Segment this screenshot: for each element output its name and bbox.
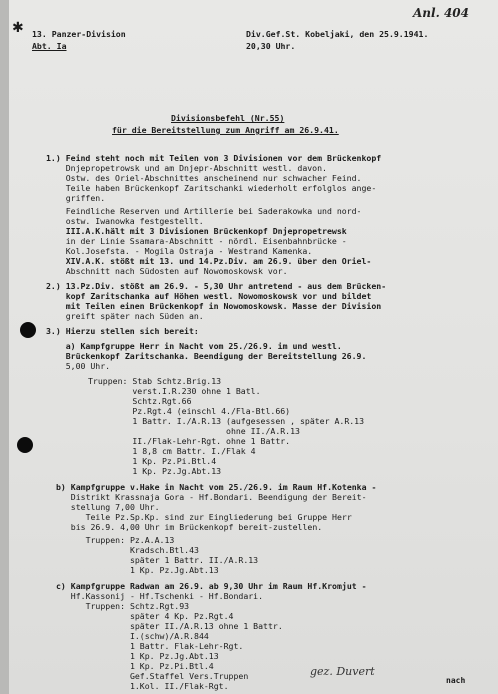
section-1-line: XIV.A.K. stößt mit 13. und 14.Pz.Div. am 26.9. über den Oriel-	[46, 256, 372, 266]
troop-line: 1.Kol. II./Flak-Rgt.	[56, 681, 229, 691]
corner-mark: ✱	[12, 20, 24, 36]
group-b-line: Distrikt Krassnaja Gora - Hf.Bondari. Beendigung der Bereit-	[56, 492, 367, 502]
section-1-line: Dnjepropetrowsk und am Dnjepr-Abschnitt westl. davon.	[46, 163, 327, 173]
troop-line: Gef.Staffel Vers.Truppen	[56, 671, 249, 681]
troop-line: später 4 Kp. Pz.Rgt.4	[56, 611, 234, 621]
troop-line: Truppen: Pz.A.A.13	[56, 535, 175, 545]
group-b-line: stellung 7,00 Uhr.	[56, 502, 160, 512]
troop-line: 1 Battr. I./A.R.13 (aufgesessen , später A.R.13	[88, 416, 365, 426]
section-1-line: 1.) Feind steht noch mit Teilen von 3 Divisionen vor dem Brückenkopf	[46, 153, 382, 163]
troop-line: 1 Kp. Pz.Pi.Btl.4	[88, 456, 217, 466]
group-b-line: b) Kampfgruppe v.Hake in Nacht vom 25./26.9. im Raum Hf.Kotenka -	[56, 482, 377, 492]
section-1-line: III.A.K.hält mit 3 Divisionen Brückenkopf Dnjepropetrewsk	[46, 226, 347, 236]
group-b-line: Teile Pz.Sp.Kp. sind zur Eingliederung bei Gruppe Herr	[56, 512, 352, 522]
scan-edge	[0, 0, 9, 694]
section-2-line: kopf Zaritschanka auf Höhen westl. Nowomoskowsk vor und bildet	[46, 291, 372, 301]
handwritten-signature: gez. Duvert	[310, 665, 375, 678]
section-1-line: in der Linie Ssamara-Abschnitt - nördl. Eisenbahnbrücke -	[46, 236, 347, 246]
section-2-line: greift später nach Süden an.	[46, 311, 204, 321]
troop-line: ohne II./A.R.13	[88, 426, 300, 436]
troop-line: 1 Kp. Pz.Jg.Abt.13	[56, 651, 219, 661]
section-1-line: ostw. Iwanowka festgestellt.	[46, 216, 204, 226]
troop-line: Kradsch.Btl.43	[56, 545, 199, 555]
group-c-line: c) Kampfgruppe Radwan am 26.9. ab 9,30 Uhr im Raum Hf.Kromjut -	[56, 581, 367, 591]
group-a-line: Brückenkopf Zaritschanka. Beendigung der Bereitstellung 26.9.	[46, 351, 367, 361]
troop-line: Truppen: Stab Schtz.Brig.13	[88, 376, 222, 386]
troop-line: II./Flak-Lehr-Rgt. ohne 1 Battr.	[88, 436, 291, 446]
section-1-line: Abschnitt nach Südosten auf Nowomoskowsk vor.	[46, 266, 288, 276]
section-1-line: Feindliche Reserven und Artillerie bei Saderakowka und nord-	[46, 206, 362, 216]
troop-line: Schtz.Rgt.66	[88, 396, 192, 406]
group-a-line: 5,00 Uhr.	[46, 361, 111, 371]
signature-note: nach	[446, 676, 466, 685]
section-1-line: Teile haben Brückenkopf Zaritschanki wiederholt erfolglos ange-	[46, 183, 377, 193]
time: 20,30 Uhr.	[246, 41, 296, 51]
section-1-line: griffen.	[46, 193, 106, 203]
troop-line: I.(schw)/A.R.844	[56, 631, 209, 641]
section-2-line: mit Teilen einen Brückenkopf in Nowomoskowsk. Masse der Division	[46, 301, 382, 311]
section-1-line: Ostw. des Oriel-Abschnittes anscheinend nur schwacher Feind.	[46, 173, 362, 183]
section-2-line: 2.) 13.Pz.Div. stößt am 26.9. - 5,30 Uhr antretend - aus dem Brücken-	[46, 281, 387, 291]
troop-line: 1 Battr. Flak-Lehr-Rgt.	[56, 641, 244, 651]
troop-line: Pz.Rgt.4 (einschl 4./Fla-Btl.66)	[88, 406, 291, 416]
troop-line: 1 Kp. Pz.Jg.Abt.13	[88, 466, 222, 476]
group-a-line: a) Kampfgruppe Herr in Nacht vom 25./26.9. im und westl.	[46, 341, 342, 351]
troop-line: später II./A.R.13 ohne 1 Battr.	[56, 621, 283, 631]
troop-line: 1 Kp. Pz.Pi.Btl.4	[56, 661, 214, 671]
troop-line: später 1 Battr. II./A.R.13	[56, 555, 259, 565]
troop-line: verst.I.R.230 ohne 1 Batl.	[88, 386, 261, 396]
troop-line: 1 8,8 cm Battr. I./Flak 4	[88, 446, 256, 456]
section-3-heading: 3.) Hierzu stellen sich bereit:	[46, 326, 199, 336]
troop-line: Truppen: Schtz.Rgt.93	[56, 601, 190, 611]
group-c-line: Hf.Kassonij - Hf.Tschenki - Hf.Bondari.	[56, 591, 264, 601]
group-b-line: bis 26.9. 4,00 Uhr im Brückenkopf bereit-zustellen.	[56, 522, 323, 532]
department: Abt. Ia	[32, 41, 67, 51]
archive-stamp: Anl. 404	[413, 6, 469, 20]
punch-hole	[17, 437, 33, 453]
punch-hole	[20, 322, 36, 338]
order-subtitle: für die Bereitstellung zum Angriff am 26.9.41.	[112, 125, 339, 135]
section-1-line: Kol.Josefsta. - Mogila Ostraja - Westrand Kamenka.	[46, 246, 313, 256]
order-title: Divisionsbefehl (Nr.55)	[171, 113, 285, 123]
place-date: Div.Gef.St. Kobeljaki, den 25.9.1941.	[246, 29, 429, 39]
troop-line: 1 Kp. Pz.Jg.Abt.13	[56, 565, 219, 575]
division-name: 13. Panzer-Division	[32, 29, 126, 39]
